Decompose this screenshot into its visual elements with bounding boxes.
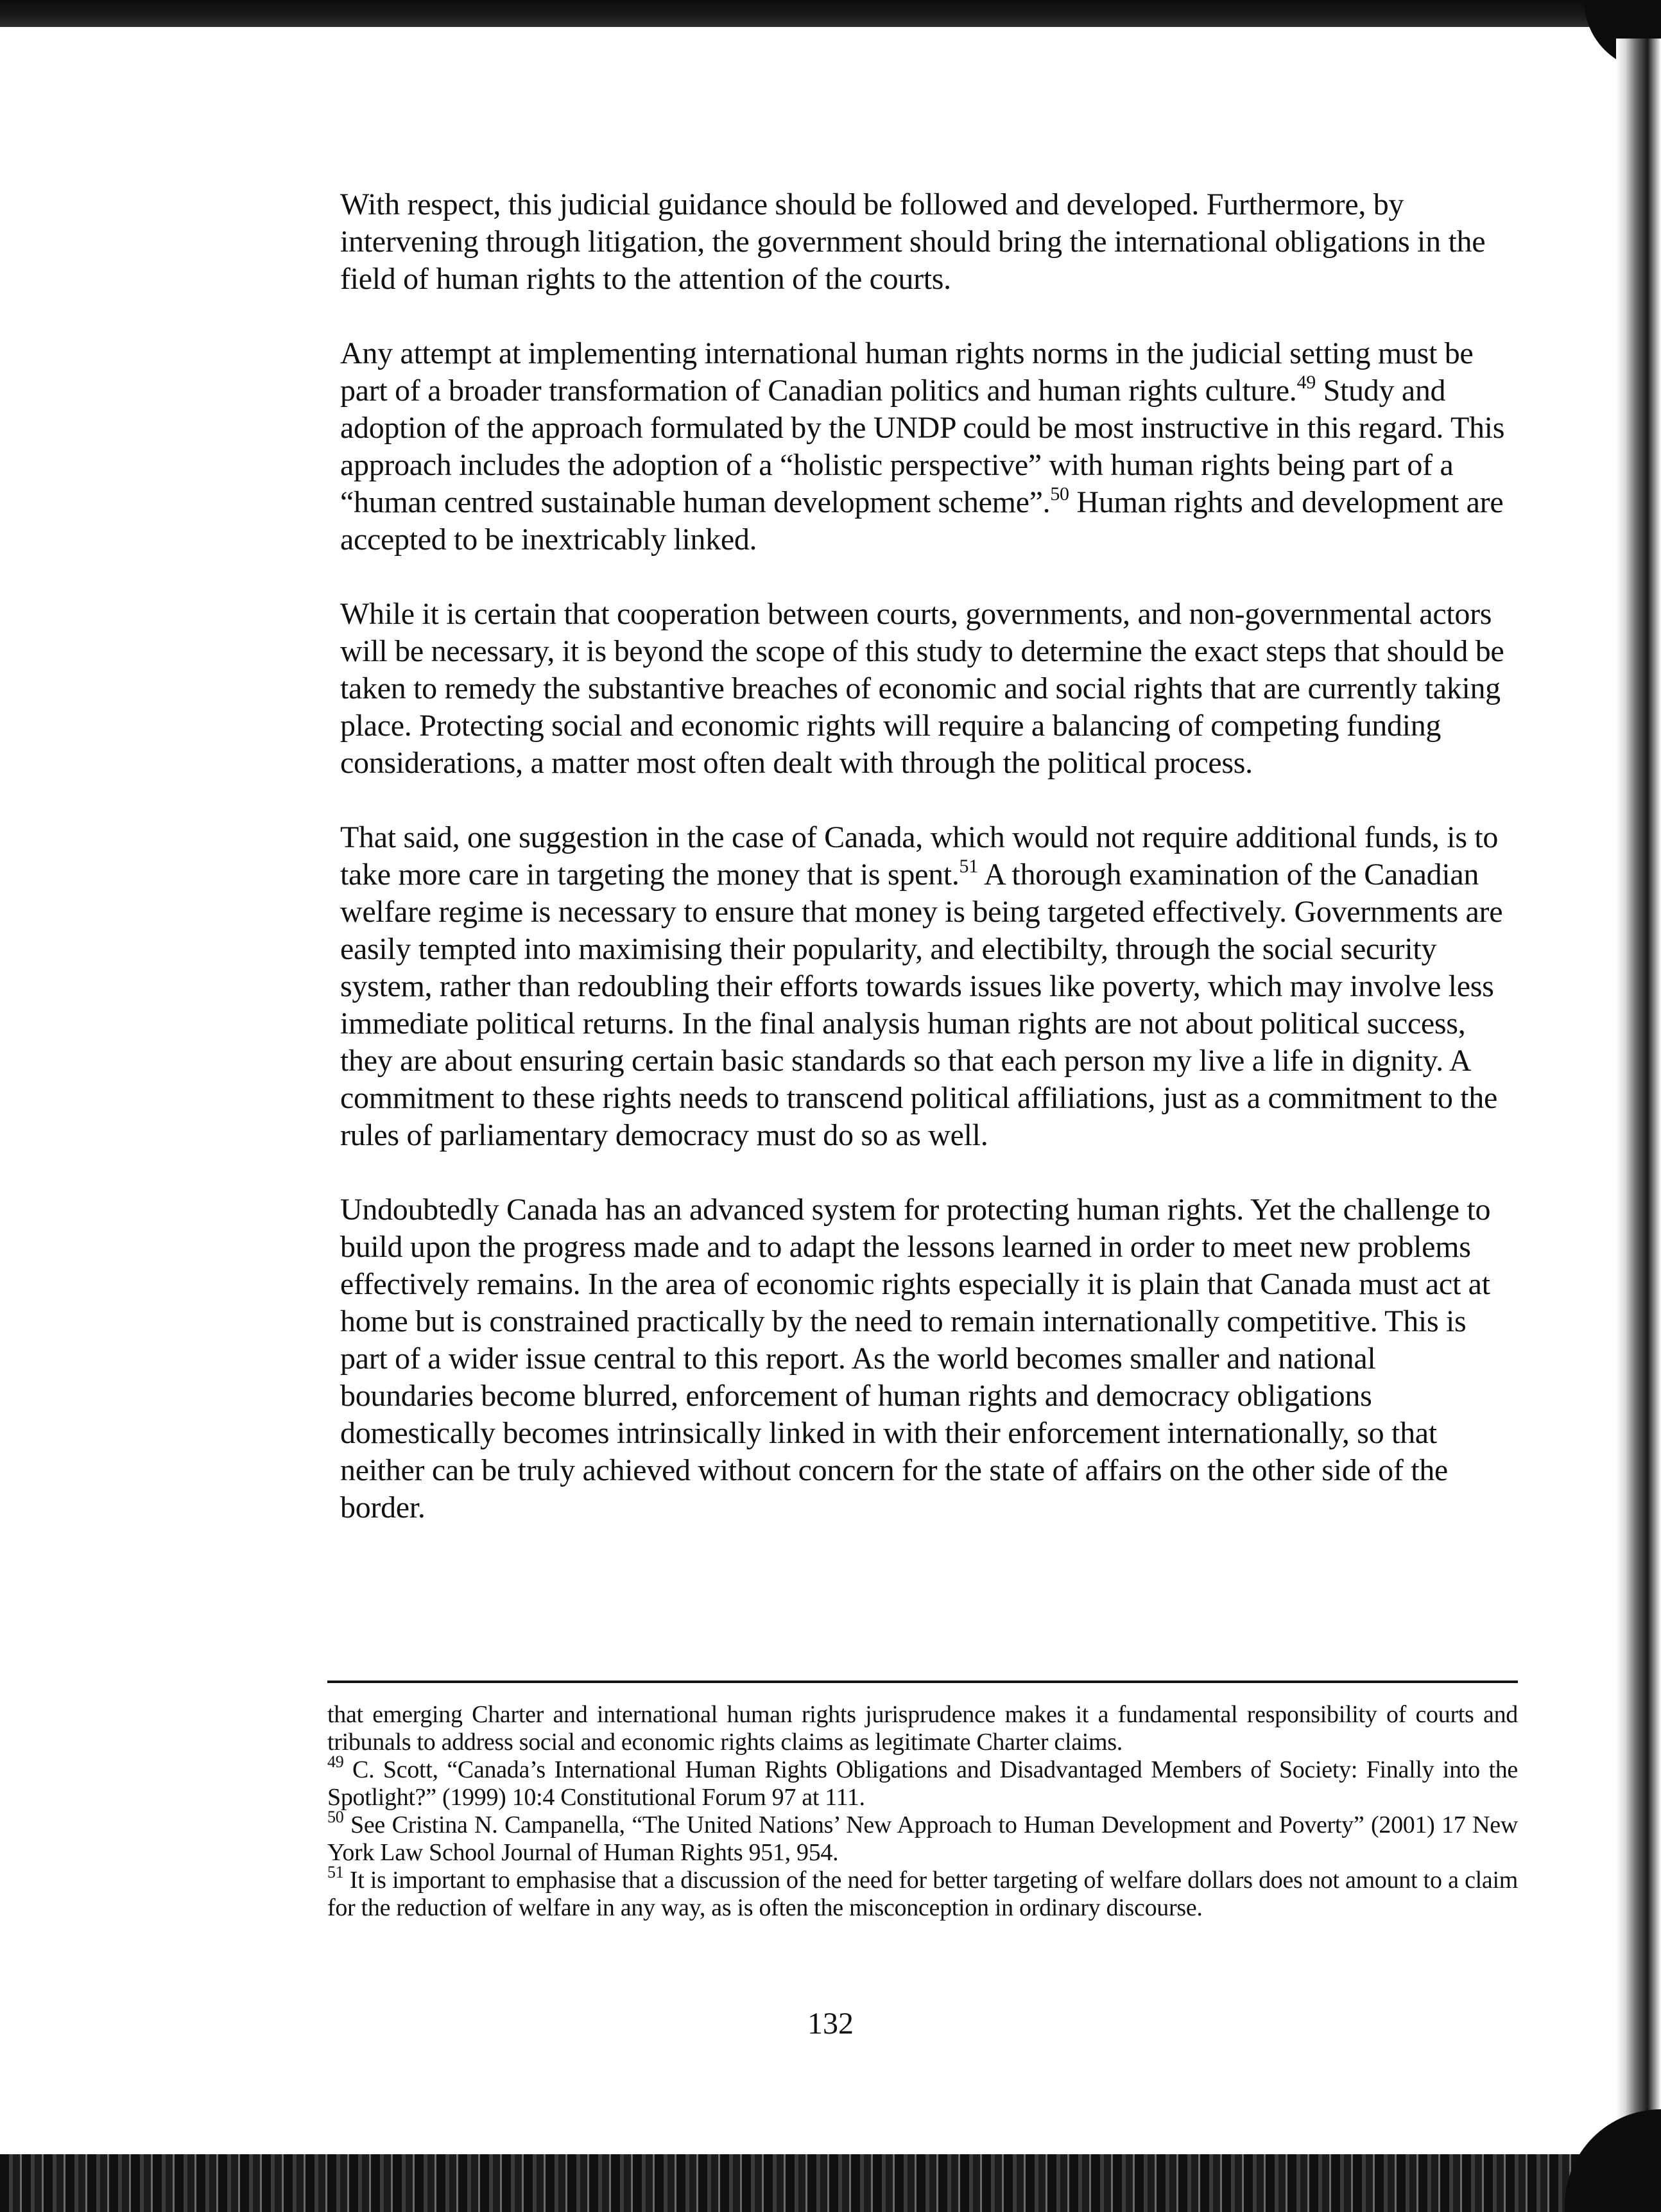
paragraph-3-text: While it is certain that cooperation between courts, governments, and non-governmental actors will be necessary, it is beyond the scope of this study to determine the exact steps that should be taken to remedy the substantive breaches of economic and social rights that are currently taking place. Protecting social and economic rights will require a balancing of competing funding considerations, a matter most often dealt with through the political process. — [340, 597, 1504, 780]
footnote-50-text: See Cristina N. Campanella, “The United Nations’ New Approach to Human Development and Poverty” (2001) 17 New York Law School Journal of Human Rights 951, 954. — [327, 1811, 1518, 1866]
paragraph-2-part-2: Study and adoption of the approach formulated by the UNDP could be most instructive in this regard. This approach includes the adoption of a “holistic perspective” with human rights being part of a “human centred sustainable human development scheme”. — [340, 374, 1505, 519]
scan-bottom-corner — [1565, 2109, 1661, 2212]
footnote-50-number: 50 — [327, 1808, 344, 1827]
paragraph-5-text: Undoubtedly Canada has an advanced system for protecting human rights. Yet the challenge to build upon the progress made and to adapt the lessons learned in order to meet new problems effectively remains. In the area of economic rights especially it is plain that Canada must act at home but is constrained practically by the need to remain internationally competitive. This is part of a wider issue central to this report. As the world becomes smaller and national boundaries become blurred, enforcement of human rights and democracy obligations domestically becomes intrinsically linked in with their enforcement internationally, so that neither can be truly achieved without concern for the state of affairs on the other side of the border. — [340, 1193, 1491, 1525]
footnote-50 — [327, 1808, 1518, 1867]
footnote-ref-51: 51 — [959, 856, 978, 877]
scan-right-edge — [1616, 39, 1661, 2131]
footnote-51-number: 51 — [327, 1863, 344, 1882]
paragraph-2-part-1: Any attempt at implementing international human rights norms in the judicial setting must be part of a broader transformation of Canadian politics and human rights culture. — [340, 336, 1474, 408]
footnote-continuation: that emerging Charter and international human rights jurisprudence makes it a fundamental responsibility of courts and tribunals to address social and economic rights claims as legitimate Charter claims. — [327, 1701, 1518, 1756]
paragraph-4-part-1: That said, one suggestion in the case of Canada, which would not require additional funds, is to take more care in targeting the money that is spent. — [340, 820, 1499, 892]
footnotes — [327, 1701, 1518, 1922]
paragraph-1-text: With respect, this judicial guidance should be followed and developed. Furthermore, by intervening through litigation, the government should bring the international obligations in the field of human rights to the attention of the courts. — [340, 187, 1486, 296]
paragraph-3 — [340, 596, 1515, 782]
paragraph-4 — [340, 819, 1515, 1154]
paragraph-2-part-3: Human rights and development are accepted to be inextricably linked. — [340, 485, 1504, 557]
paragraph-2 — [340, 335, 1515, 558]
scan-bottom-edge — [0, 2154, 1661, 2212]
footnote-49-text: C. Scott, “Canada’s International Human Rights Obligations and Disadvantaged Members of Society: Finally into the Spotlight?” (1999) 10:4 Constitutional Forum 97 at 111. — [327, 1756, 1518, 1811]
scan-top-edge — [0, 0, 1661, 27]
footnote-49-number: 49 — [327, 1752, 344, 1772]
footnote-51-text: It is important to emphasise that a discussion of the need for better targeting of welfare dollars does not amount to a claim for the reduction of welfare in any way, as is often the misconception in ordinary discourse. — [327, 1867, 1518, 1921]
footnote-ref-49: 49 — [1296, 372, 1316, 393]
paragraph-5 — [340, 1191, 1515, 1526]
footnote-ref-50: 50 — [1050, 483, 1069, 505]
footnote-divider — [327, 1681, 1518, 1683]
body-text — [340, 186, 1515, 1564]
footnote-49 — [327, 1752, 1518, 1811]
footnote-51 — [327, 1863, 1518, 1922]
paragraph-4-part-2: A thorough examination of the Canadian welfare regime is necessary to ensure that money is being targeted effectively. Governments are easily tempted into maximising their popularity, and electibilty, through the social security system, rather than redoubling their efforts towards issues like poverty, which may involve less immediate political returns. In the final analysis human rights are not about political success, they are about ensuring certain basic standards so that each person my live a life in dignity. A commitment to these rights needs to transcend political affiliations, just as a commitment to the rules of parliamentary democracy must do so as well. — [340, 858, 1503, 1152]
page-number: 132 — [807, 2007, 854, 2041]
paragraph-1 — [340, 186, 1515, 298]
